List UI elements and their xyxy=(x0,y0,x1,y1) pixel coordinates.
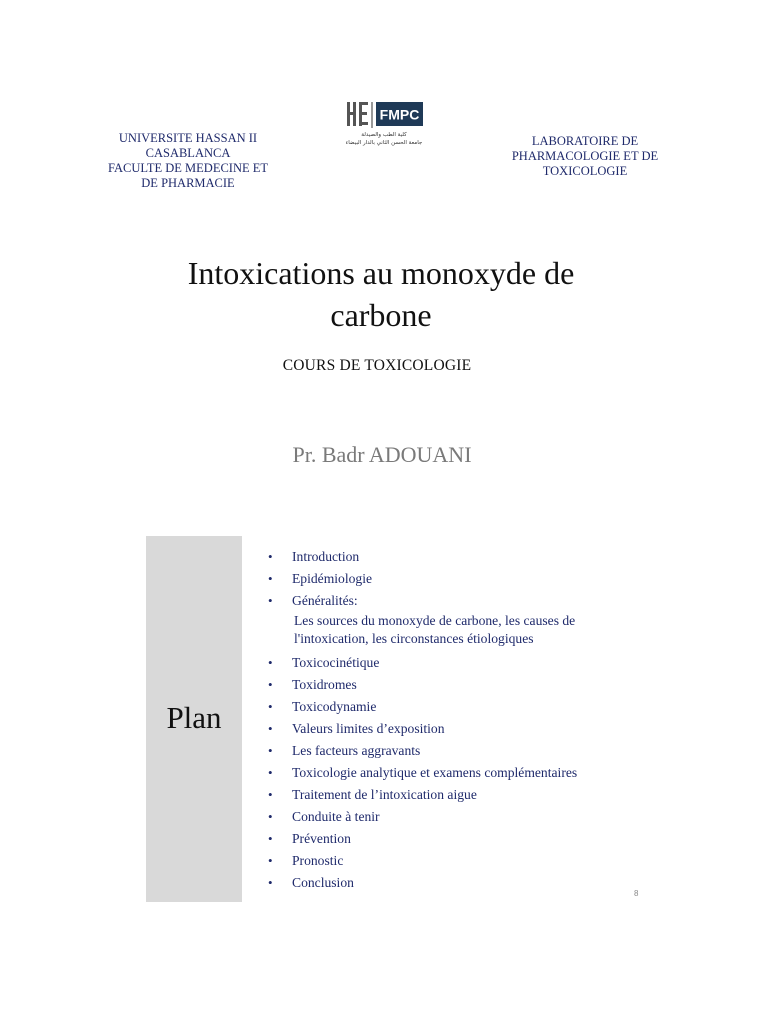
plan-item-label: Epidémiologie xyxy=(292,571,373,586)
bullet-icon: • xyxy=(268,831,273,846)
plan-item-label: Toxicologie analytique et examens complémentaires xyxy=(292,765,578,780)
plan-item xyxy=(266,829,646,851)
plan-item-label: Prévention xyxy=(292,831,351,846)
laboratory-line-2: PHARMACOLOGIE ET DE xyxy=(511,149,659,163)
laboratory-line-1: LABORATOIRE DE xyxy=(531,134,639,148)
laboratory-line-3: TOXICOLOGIE xyxy=(542,164,628,178)
plan-item xyxy=(266,569,646,591)
plan-item xyxy=(266,591,646,613)
plan-item xyxy=(266,785,646,807)
bullet-icon: • xyxy=(268,699,273,714)
bullet-icon: • xyxy=(268,787,273,802)
course-subtitle: COURS DE TOXICOLOGIE xyxy=(282,357,472,374)
plan-item-label: Introduction xyxy=(292,549,360,564)
bullet-icon: • xyxy=(268,549,273,564)
plan-item-note: Les sources du monoxyde de carbone, les causes de l'intoxication, les circonstances étiologiques xyxy=(294,613,576,646)
plan-item xyxy=(266,675,646,697)
bullet-icon: • xyxy=(268,721,273,736)
plan-item xyxy=(266,873,646,895)
bullet-icon: • xyxy=(268,677,273,692)
plan-item-label: Conduite à tenir xyxy=(292,809,380,824)
plan-item xyxy=(266,697,646,719)
logo-arabic-line-1: كلية الطب والصيدلة xyxy=(361,132,407,138)
plan-item xyxy=(266,851,646,873)
plan-item-label: Les facteurs aggravants xyxy=(292,743,421,758)
plan-item xyxy=(266,719,646,741)
plan-item-label: Pronostic xyxy=(292,853,344,868)
plan-item-label: Toxicocinétique xyxy=(292,655,380,670)
bullet-icon: • xyxy=(268,809,273,824)
title-line-1: Intoxications au monoxyde de xyxy=(187,255,575,291)
university-header xyxy=(100,131,276,191)
plan-item-label: Conclusion xyxy=(292,875,354,890)
logo-arabic-line-2: جامعة الحسن الثاني بالدار البيضاء xyxy=(345,140,423,146)
bullet-icon: • xyxy=(268,571,273,586)
bullet-icon: • xyxy=(268,743,273,758)
university-line-3: FACULTE DE MEDECINE ET xyxy=(107,161,269,175)
author-name: Pr. Badr ADOUANI xyxy=(292,442,472,467)
plan-item-label: Généralités: xyxy=(292,593,358,608)
plan-item xyxy=(266,763,646,785)
plan-item-label: Traitement de l’intoxication aigue xyxy=(292,787,477,802)
university-line-4: DE PHARMACIE xyxy=(141,176,235,190)
laboratory-header xyxy=(494,134,676,179)
plan-list xyxy=(266,547,646,895)
bullet-icon: • xyxy=(268,593,273,608)
plan-item xyxy=(266,807,646,829)
university-line-1: UNIVERSITE HASSAN II xyxy=(118,131,258,145)
logo-text: FMPC xyxy=(379,106,420,123)
page-number: 8 xyxy=(634,889,639,898)
plan-item xyxy=(266,741,646,763)
plan-item-label: Toxidromes xyxy=(292,677,357,692)
plan-item-label: Valeurs limites d’exposition xyxy=(292,721,445,736)
plan-item xyxy=(266,547,646,569)
bullet-icon: • xyxy=(268,853,273,868)
bullet-icon: • xyxy=(268,765,273,780)
document-title xyxy=(130,252,632,336)
plan-label: Plan xyxy=(166,700,222,735)
title-line-2: carbone xyxy=(330,297,432,333)
bullet-icon: • xyxy=(268,875,273,890)
bullet-icon: • xyxy=(268,655,273,670)
plan-item-label: Toxicodynamie xyxy=(292,699,377,714)
university-line-2: CASABLANCA xyxy=(145,146,231,160)
plan-item xyxy=(266,653,646,675)
fmpc-logo xyxy=(343,100,425,148)
